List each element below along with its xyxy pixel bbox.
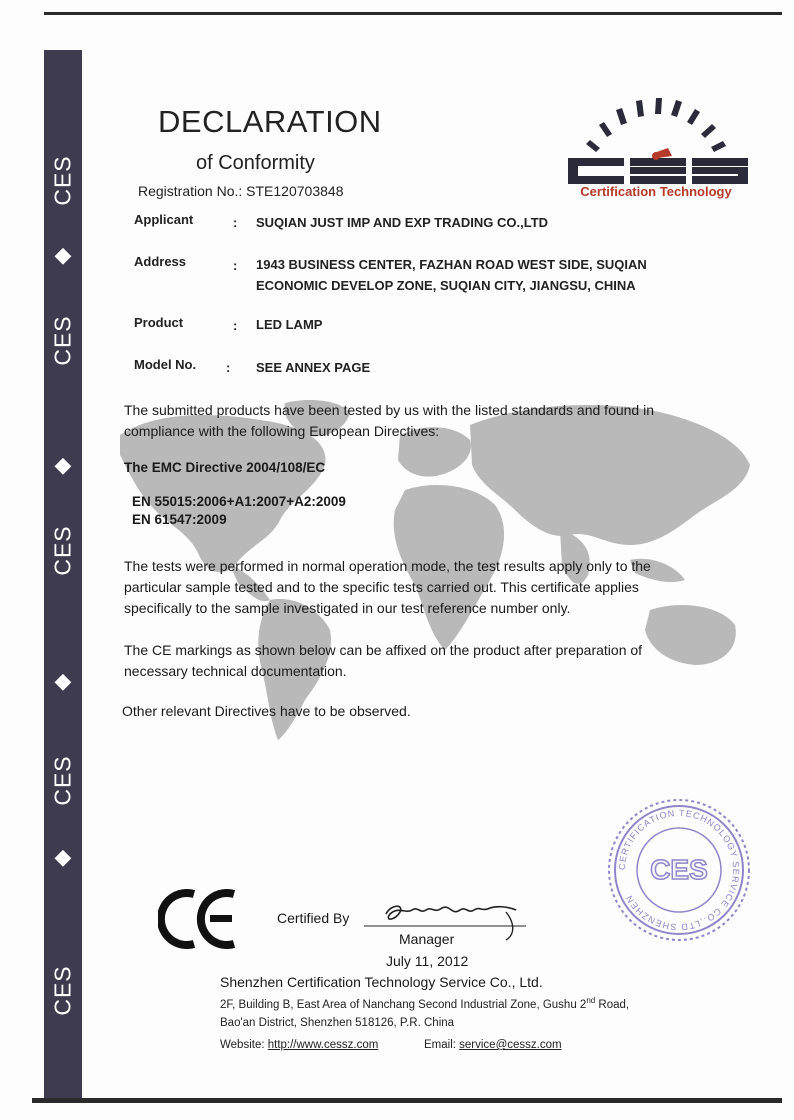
document-title: DECLARATION	[158, 104, 382, 139]
side-bar	[44, 50, 82, 1102]
company-seal	[604, 795, 754, 945]
bottom-border-line	[32, 1098, 782, 1103]
field-separator: :	[233, 318, 238, 333]
field-separator: :	[233, 215, 238, 230]
ces-logo	[560, 90, 752, 200]
svg-text:CERTIFICATION TECHNOLOGY SERVI: CERTIFICATION TECHNOLOGY SERVICE CO.,LTD SHENZHEN	[616, 807, 742, 933]
applicant-label: Applicant	[134, 212, 194, 227]
ce-mark-icon	[158, 888, 238, 950]
company-website: Website: http://www.cessz.com	[220, 1039, 379, 1051]
diamond-icon: ◆	[54, 668, 72, 693]
diamond-icon: ◆	[54, 844, 72, 869]
company-name: Shenzhen Certification Technology Service Co., Ltd.	[220, 974, 543, 990]
side-bar-label: CES	[49, 524, 76, 576]
side-bar-label: CES	[49, 314, 76, 366]
applicant-value: SUQIAN JUST IMP AND EXP TRADING CO.,LTD	[256, 215, 549, 230]
other-directives-paragraph: Other relevant Directives have to be observed.	[122, 703, 411, 719]
diamond-icon: ◆	[54, 242, 72, 267]
field-separator: :	[233, 258, 238, 273]
address-line-2: ECONOMIC DEVELOP ZONE, SUQIAN CITY, JIANGSU, CHINA	[256, 278, 636, 293]
model-value: SEE ANNEX PAGE	[256, 360, 371, 375]
company-email: Email: service@cessz.com	[424, 1039, 562, 1051]
email-link[interactable]: service@cessz.com	[459, 1039, 562, 1051]
side-bar-label: CES	[49, 964, 76, 1016]
side-bar-label: CES	[49, 154, 76, 206]
svg-text:Certification Technology: Certification Technology	[580, 184, 732, 199]
product-label: Product	[134, 315, 184, 330]
ce-paragraph: The CE markings as shown below can be affixed on the product after preparation of necessary technical documentation.	[124, 642, 643, 679]
standard-1: EN 55015:2006+A1:2007+A2:2009	[132, 494, 346, 509]
tests-paragraph: The tests were performed in normal operation mode, the test results apply only to the particular sample tested and to the specific tests carried out. This certificate applies specifically to the sample investigated in our test reference number only.	[124, 558, 651, 616]
svg-text:CES: CES	[650, 854, 708, 885]
company-address-line-1: 2F, Building B, East Area of Nanchang Second Industrial Zone, Gushu 2nd Road,	[220, 996, 630, 1011]
side-bar-label: CES	[49, 754, 76, 806]
intro-paragraph: The submitted products have been tested by us with the listed standards and found in compliance with the following European Directives:	[124, 402, 654, 439]
address-label: Address	[134, 254, 187, 269]
registration-number: Registration No.: STE120703848	[138, 183, 344, 199]
field-separator: :	[226, 360, 231, 375]
signature-date: July 11, 2012	[386, 953, 469, 969]
top-border-line	[44, 12, 782, 15]
certified-by-label: Certified By	[277, 910, 350, 926]
signer-role: Manager	[399, 931, 455, 947]
model-label: Model No.	[134, 357, 197, 372]
directive-title: The EMC Directive 2004/108/EC	[124, 460, 326, 475]
address-line-1: 1943 BUSINESS CENTER, FAZHAN ROAD WEST SIDE, SUQIAN	[256, 257, 647, 272]
company-address-line-2: Bao'an District, Shenzhen 518126, P.R. China	[220, 1017, 455, 1029]
standard-2: EN 61547:2009	[132, 512, 227, 527]
document-subtitle: of Conformity	[196, 152, 315, 174]
product-value: LED LAMP	[256, 317, 323, 332]
website-link[interactable]: http://www.cessz.com	[267, 1039, 379, 1051]
diamond-icon: ◆	[54, 452, 72, 477]
